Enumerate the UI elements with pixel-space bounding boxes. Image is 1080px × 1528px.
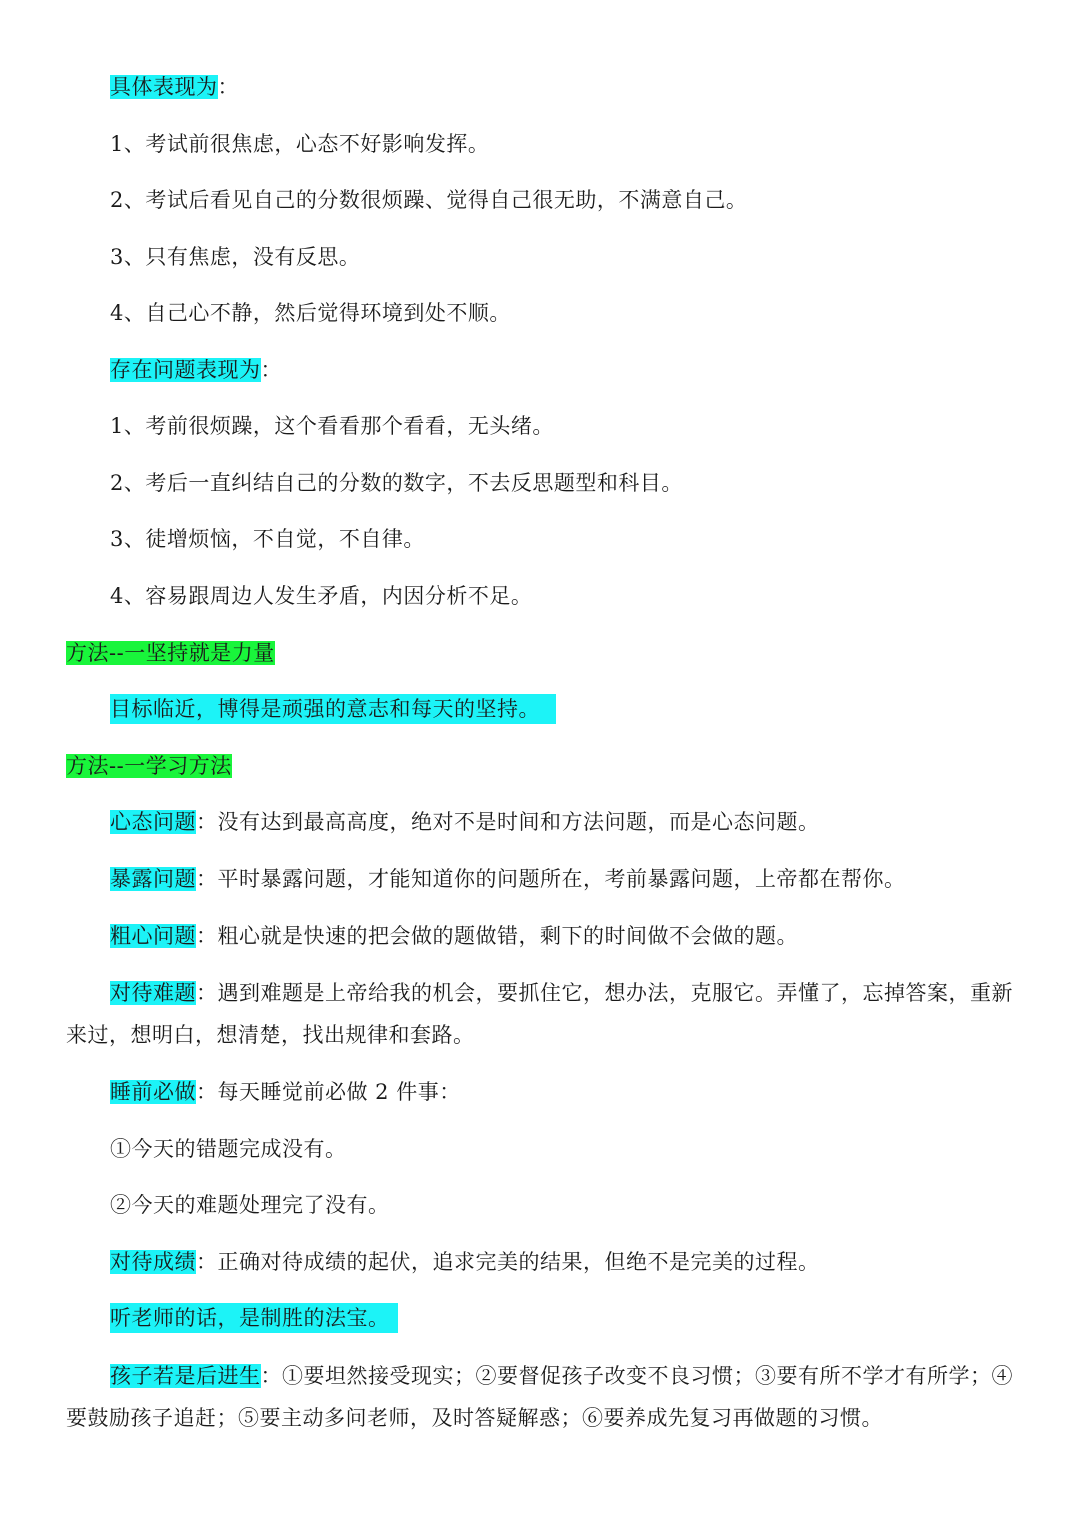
point-label: 孩子若是后进生 (110, 1364, 261, 1388)
point-expose (110, 864, 906, 894)
method1-body: 目标临近，博得是顽强的意志和每天的坚持。 (110, 694, 556, 724)
section1-item-3: 3、只有焦虑，没有反思。 (110, 245, 361, 269)
point-label: 对待难题 (110, 981, 196, 1005)
method1-title-line (66, 638, 275, 668)
point-behind-student (66, 1355, 1026, 1439)
section1-item-2: 2、考试后看见自己的分数很烦躁、觉得自己很无助，不满意自己。 (110, 188, 748, 212)
section1-item-4: 4、自己心不静，然后觉得环境到处不顺。 (110, 301, 511, 325)
section2-heading-line (110, 355, 282, 385)
point-label: 暴露问题 (110, 867, 196, 891)
point-label: 睡前必做 (110, 1080, 196, 1104)
point-label: 对待成绩 (110, 1250, 196, 1274)
point-grades (110, 1247, 820, 1277)
point-text: ：遇到难题是上帝给我的机会，要抓住它，想办法，克服它。弄懂了，忘掉答案，重新来过，想明白，想清楚，找出规律和套路。 (66, 981, 1013, 1047)
point-text: ：正确对待成绩的起伏，追求完美的结果，但绝不是完美的过程。 (196, 1250, 820, 1274)
point-text: ：粗心就是快速的把会做的题做错，剩下的时间做不会做的题。 (196, 924, 798, 948)
method1-title: 方法--一坚持就是力量 (66, 641, 275, 665)
teacher-advice: 听老师的话，是制胜的法宝。 (110, 1303, 398, 1333)
section1-heading-line (110, 72, 239, 102)
point-label: 心态问题 (110, 810, 196, 834)
method2-title-line (66, 751, 232, 781)
point-before-sleep (110, 1077, 461, 1107)
section1-heading: 具体表现为 (110, 75, 218, 99)
section2-heading-colon: ： (260, 358, 282, 382)
section2-heading: 存在问题表现为 (110, 358, 261, 382)
point-mindset (110, 807, 820, 837)
point-text: ：平时暴露问题，才能知道你的问题所在，考前暴露问题，上帝都在帮你。 (196, 867, 906, 891)
point-text: ：①要坦然接受现实；②要督促孩子改变不良习惯；③要有所不学才有所学；④要鼓励孩子追赶；⑤要主动多问老师，及时答疑解惑；⑥要养成先复习再做题的习惯。 (66, 1364, 1013, 1430)
section2-item-2: 2、考后一直纠结自己的分数的数字，不去反思题型和科目。 (110, 471, 683, 495)
point-careless (110, 921, 798, 951)
point-text: ：没有达到最高高度，绝对不是时间和方法问题，而是心态问题。 (196, 810, 820, 834)
method1-body-line (110, 694, 556, 724)
teacher-line (110, 1303, 398, 1333)
point-label: 粗心问题 (110, 924, 196, 948)
section2-item-3: 3、徒增烦恼，不自觉，不自律。 (110, 527, 425, 551)
sleep-item-2: ②今天的难题处理完了没有。 (110, 1193, 390, 1217)
section2-item-4: 4、容易跟周边人发生矛盾，内因分析不足。 (110, 584, 533, 608)
section2-item-1: 1、考前很烦躁，这个看看那个看看，无头绪。 (110, 414, 554, 438)
point-text: ：每天睡觉前必做 2 件事： (196, 1080, 461, 1104)
section1-item-1: 1、考试前很焦虑，心态不好影响发挥。 (110, 132, 490, 156)
section1-heading-colon: ： (217, 75, 239, 99)
sleep-item-1: ①今天的错题完成没有。 (110, 1137, 347, 1161)
point-hard-problems (66, 972, 1026, 1056)
method2-title: 方法--一学习方法 (66, 754, 232, 778)
